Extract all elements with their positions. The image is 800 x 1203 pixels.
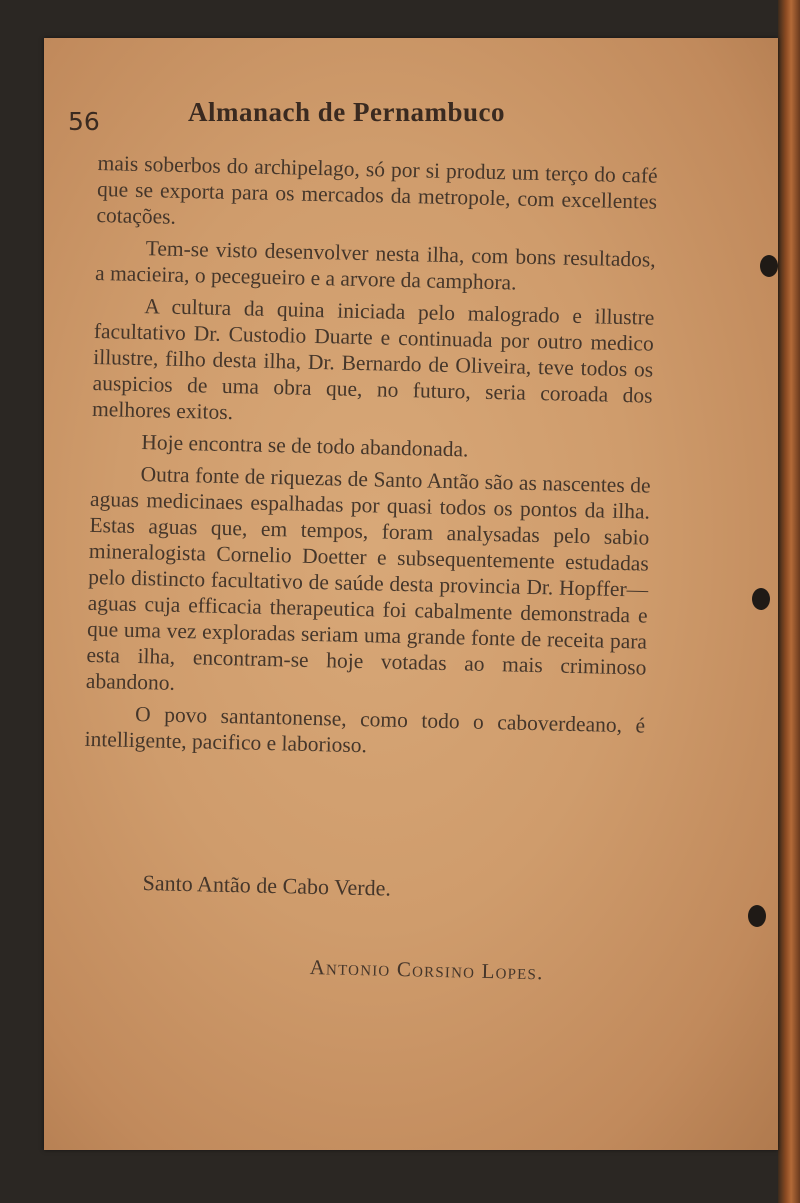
paragraph: Outra fonte de riquezas de Santo Antão são as nascentes de aguas medicinaes espalhadas por quasi todos os pontos da ilha. Estas aguas que, em tempos, foram analysadas pelo sabio mineralogista Cornelio Doetter e subsequentemente estudadas pelo distincto facultativo de saúde desta provincia Dr. Hopffer—aguas cuja efficacia therapeutica foi cabalmente demonstrada e que uma vez exploradas seriam uma grande fonte de receita para esta ilha, encontram-se hoje votadas ao mais criminoso abandono. xyxy=(85,462,651,695)
paragraph: mais soberbos do archipelago, só por si produz um terço do café que se exporta para os mercados da metropole, com excellentes cotações. xyxy=(96,150,658,229)
signoff-place: Santo Antão de Cabo Verde. xyxy=(142,870,392,901)
book-spine xyxy=(778,0,800,1203)
page-number: 56 xyxy=(68,107,100,136)
page-damage-hole xyxy=(748,905,766,927)
article-body xyxy=(84,150,658,771)
paragraph: A cultura da quina iniciada pelo malogrado e illustre facultativo Dr. Custodio Duarte e continuada por outro medico illustre, filho desta ilha, Dr. Bernardo de Oliveira, teve todos os auspicios de uma obra que, no futuro, seria coroada dos melhores exitos. xyxy=(91,294,655,425)
page-damage-hole xyxy=(752,588,770,610)
paragraph: Hoje encontra se de todo abandonada. xyxy=(141,430,469,462)
running-title: Almanach de Pernambuco xyxy=(188,97,505,127)
paragraph: O povo santantonense, como todo o caboverdeano, é intelligente, pacifico e laborioso. xyxy=(84,701,646,758)
author-signature: Antonio Corsino Lopes. xyxy=(309,955,544,985)
paragraph: Tem-se visto desenvolver nesta ilha, com bons resultados, a macieira, o pecegueiro e a arvore da camphora. xyxy=(94,236,656,295)
page-damage-hole xyxy=(760,255,778,277)
